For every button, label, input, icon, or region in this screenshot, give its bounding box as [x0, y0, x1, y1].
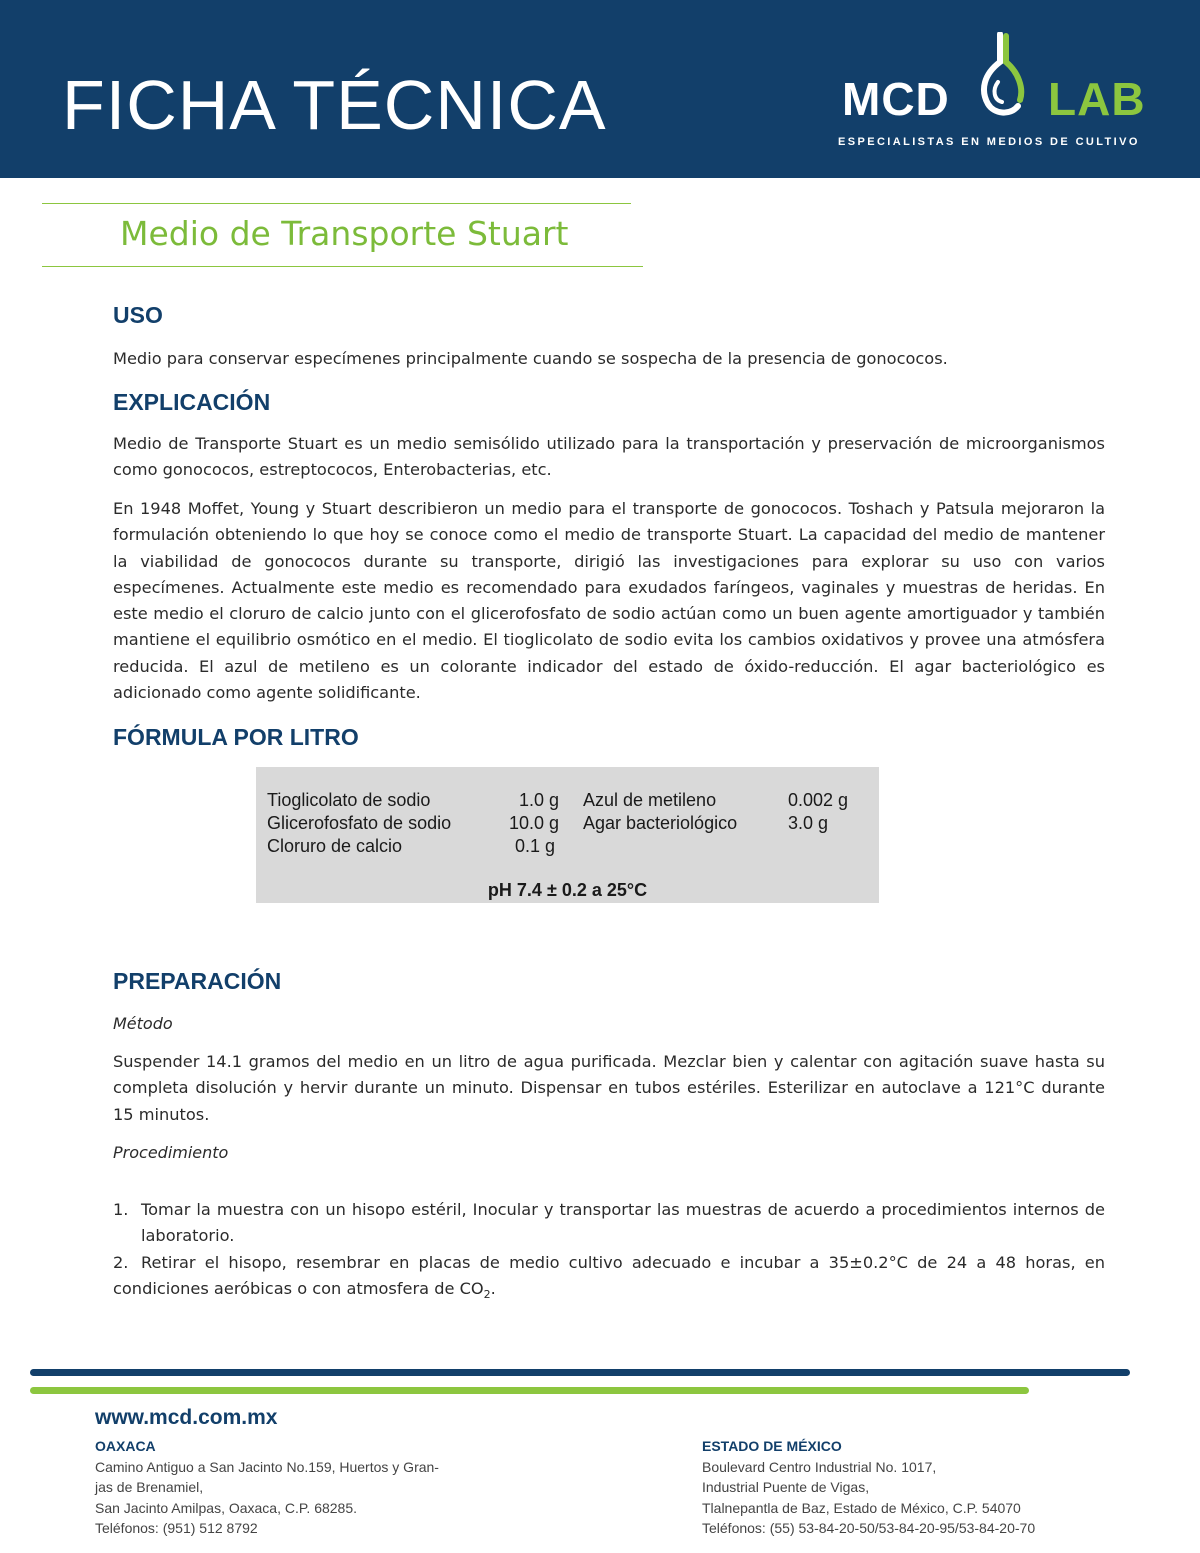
- procedure-step: [113, 1197, 1105, 1250]
- footer-blue-bar: [30, 1369, 1130, 1376]
- title-top-rule: [42, 203, 631, 204]
- metodo-label: Método: [113, 1014, 173, 1033]
- explicacion-paragraph-2: En 1948 Moffet, Young y Stuart describieron un medio para el transporte de gonococos. Toshach y Patsula mejoraron la formulación obteniendo lo que hoy se conoce como el medio de transporte Stuart. La capacidad del medio de mantener la viabilidad de gonococos durante su transporte, dirigió las investigaciones para explorar su uso con varios especímenes. Actualmente este medio es recomendado para exudados faríngeos, vaginales y muestras de heridas. En este medio el cloruro de calcio junto con el glicerofosfato de sodio actúan como un buen agente amortiguador y también mantiene el equilibrio osmótico en el medio. El tioglicolato de sodio evita los cambios oxidativos y provee una atmósfera reducida. El azul de metileno es un colorante indicador del estado de óxido-reducción. El agar bacteriológico es adicionado como agente solidificante.: [113, 499, 1105, 703]
- step-text: Retirar el hisopo, resembrar en placas de medio cultivo adecuado e incubar a 35±0.2°C de 24 a 48 horas, en condiciones aeróbicas o con atmosfera de CO: [113, 1253, 1105, 1299]
- address-line: San Jacinto Amilpas, Oaxaca, C.P. 68285.: [95, 1500, 358, 1516]
- ingredient-amount: 0.1 g: [514, 836, 555, 856]
- section-heading-uso: USO: [113, 302, 163, 328]
- uso-text: Medio para conservar especímenes principalmente cuando se sospecha de la presencia de gonococos.: [113, 349, 948, 368]
- section-heading-explicacion: EXPLICACIÓN: [113, 389, 271, 415]
- address-line: jas de Brenamiel,: [95, 1479, 204, 1495]
- step-subscript: 2: [483, 1288, 491, 1302]
- company-logo: [838, 30, 1158, 160]
- address-line: Boulevard Centro Industrial No. 1017,: [702, 1459, 937, 1475]
- logo-lab-text: LAB: [1048, 73, 1146, 125]
- ingredient-name: Azul de metileno: [583, 790, 717, 810]
- section-heading-formula: FÓRMULA POR LITRO: [113, 724, 359, 750]
- ingredient-amount: 10.0 g: [508, 813, 559, 833]
- step-end: .: [490, 1279, 496, 1299]
- address-line: Camino Antiguo a San Jacinto No.159, Huertos y Gran-: [95, 1459, 439, 1475]
- section-heading-preparacion: PREPARACIÓN: [113, 968, 282, 994]
- step-number: 1.: [113, 1200, 129, 1219]
- document-type-title: FICHA TÉCNICA: [62, 66, 607, 144]
- explicacion-paragraph-1: Medio de Transporte Stuart es un medio semisólido utilizado para la transportación y preservación de microorganismos como gonococos, estreptococos, Enterobacterias, etc.: [113, 434, 1105, 480]
- website-link[interactable]: www.mcd.com.mx: [95, 1406, 278, 1429]
- flask-drop-icon: [970, 32, 1034, 122]
- phone-line: Teléfonos: (55) 53-84-20-50/53-84-20-95/53-84-20-70: [702, 1520, 1036, 1536]
- procedure-step: [113, 1250, 1105, 1309]
- title-bottom-rule: [42, 266, 643, 267]
- phone-line: Teléfonos: (951) 512 8792: [95, 1520, 258, 1536]
- product-title: Medio de Transporte Stuart: [120, 214, 569, 253]
- step-text: Tomar la muestra con un hisopo estéril, Inocular y transportar las muestras de acuerdo a procedimientos internos de laboratorio.: [141, 1200, 1105, 1246]
- address-line: Tlalnepantla de Baz, Estado de México, C.P. 54070: [702, 1500, 1021, 1516]
- footer-green-bar: [30, 1387, 1029, 1394]
- ingredient-amount: 0.002 g: [788, 790, 849, 810]
- step-number: 2.: [113, 1253, 129, 1272]
- ingredient-amount: 3.0 g: [788, 813, 829, 833]
- ingredient-name: Glicerofosfato de sodio: [267, 813, 452, 833]
- header-band: [0, 0, 1200, 178]
- ingredient-amount: 1.0 g: [518, 790, 559, 810]
- logo-mcd-text: MCD: [842, 73, 950, 125]
- ingredient-name: Cloruro de calcio: [267, 836, 403, 856]
- ingredient-name: Agar bacteriológico: [583, 813, 738, 833]
- office-title-edomex: ESTADO DE MÉXICO: [702, 1438, 842, 1454]
- ingredient-name: Tioglicolato de sodio: [267, 790, 431, 810]
- procedimiento-label: Procedimiento: [113, 1143, 229, 1162]
- formula-table: [256, 767, 879, 903]
- address-line: Industrial Puente de Vigas,: [702, 1479, 870, 1495]
- office-title-oaxaca: OAXACA: [95, 1438, 156, 1454]
- ph-value: pH 7.4 ± 0.2 a 25°C: [487, 880, 648, 900]
- metodo-text: Suspender 14.1 gramos del medio en un litro de agua purificada. Mezclar bien y calentar con agitación suave hasta su completa disolución y hervir durante un minuto. Dispensar en tubos estériles. Esterilizar en autoclave a 121°C durante 15 minutos.: [113, 1052, 1105, 1124]
- logo-tagline: ESPECIALISTAS EN MEDIOS DE CULTIVO: [838, 136, 1140, 148]
